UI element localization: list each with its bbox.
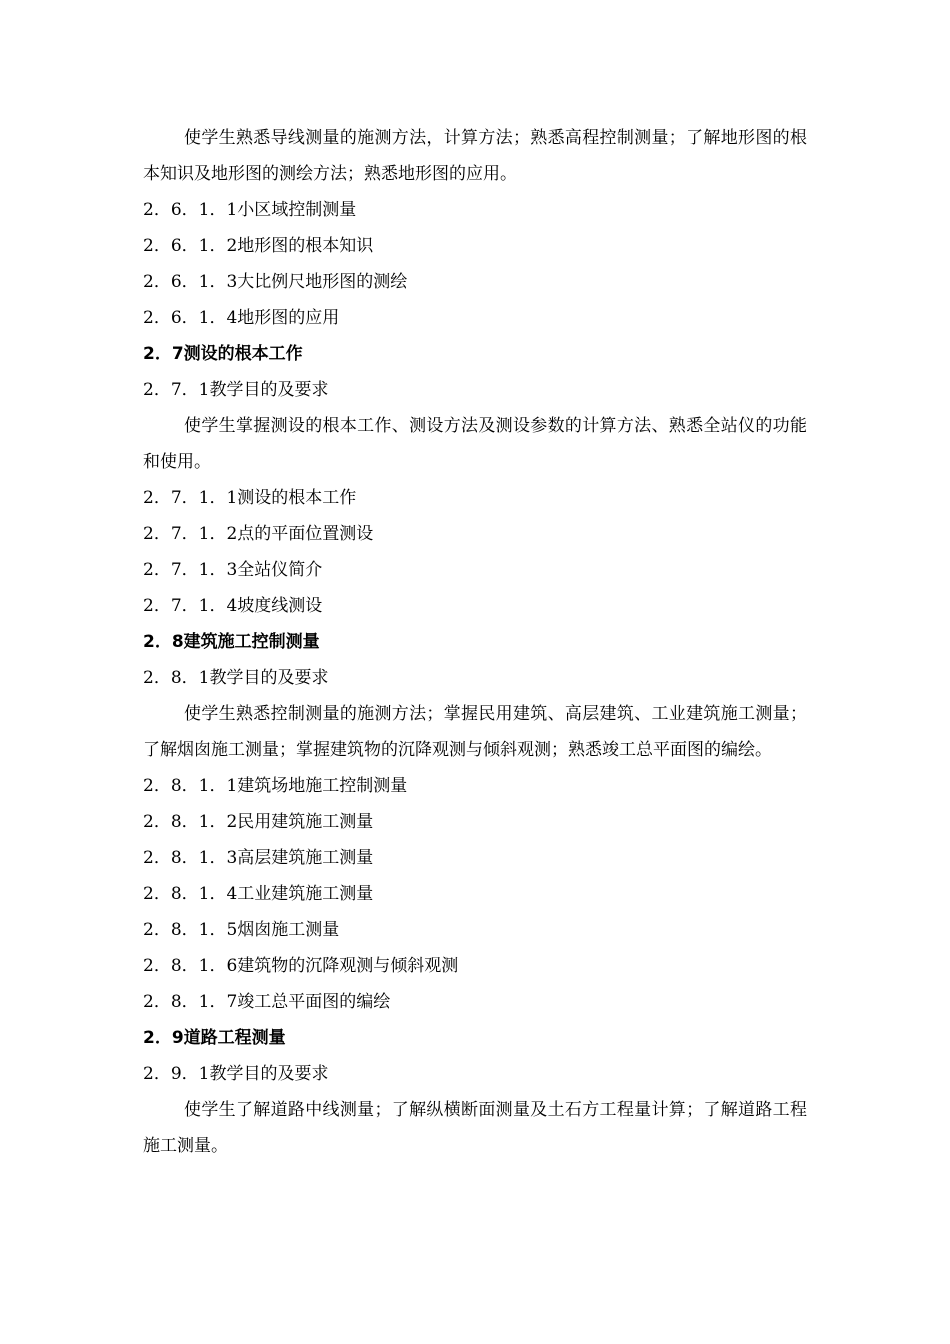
list-item: 2．7．1．3全站仪简介 <box>143 560 323 580</box>
list-item: 2．8．1．2民用建筑施工测量 <box>143 812 374 832</box>
list-item: 2．7．1．1测设的根本工作 <box>143 488 357 508</box>
paragraph-2-9-objectives: 使学生了解道路中线测量；了解纵横断面测量及土石方工程量计算；了解道路工程施工测量。 <box>143 1100 807 1156</box>
list-item: 2．8．1．3高层建筑施工测量 <box>143 848 374 868</box>
paragraph-2-7-objectives: 使学生掌握测设的根本工作、测设方法及测设参数的计算方法、熟悉全站仪的功能和使用。 <box>143 416 807 472</box>
list-item: 2．8．1．7竣工总平面图的编绘 <box>143 992 391 1012</box>
section-heading-2-8: 2．8建筑施工控制测量 <box>143 632 320 652</box>
list-item: 2．6．1．1小区域控制测量 <box>143 200 357 220</box>
list-item: 2．7．1．4坡度线测设 <box>143 596 323 616</box>
list-item: 2．8．1．1建筑场地施工控制测量 <box>143 776 408 796</box>
section-heading-2-9: 2．9道路工程测量 <box>143 1028 286 1048</box>
paragraph-2-6-objectives: 使学生熟悉导线测量的施测方法，计算方法；熟悉高程控制测量；了解地形图的根本知识及地形图的测绘方法；熟悉地形图的应用。 <box>143 128 807 184</box>
subsection-heading-2-7-1: 2．7．1教学目的及要求 <box>143 380 329 400</box>
list-item: 2．6．1．4地形图的应用 <box>143 308 340 328</box>
list-item: 2．7．1．2点的平面位置测设 <box>143 524 374 544</box>
section-heading-2-7: 2．7测设的根本工作 <box>143 344 303 364</box>
document-body <box>143 120 807 1164</box>
list-item: 2．8．1．4工业建筑施工测量 <box>143 884 374 904</box>
subsection-heading-2-9-1: 2．9．1教学目的及要求 <box>143 1064 329 1084</box>
list-item: 2．6．1．2地形图的根本知识 <box>143 236 374 256</box>
list-item: 2．8．1．5烟囱施工测量 <box>143 920 340 940</box>
list-item: 2．8．1．6建筑物的沉降观测与倾斜观测 <box>143 956 459 976</box>
paragraph-2-8-objectives: 使学生熟悉控制测量的施测方法；掌握民用建筑、高层建筑、工业建筑施工测量；了解烟囱施工测量；掌握建筑物的沉降观测与倾斜观测；熟悉竣工总平面图的编绘。 <box>143 704 807 760</box>
subsection-heading-2-8-1: 2．8．1教学目的及要求 <box>143 668 329 688</box>
list-item: 2．6．1．3大比例尺地形图的测绘 <box>143 272 408 292</box>
